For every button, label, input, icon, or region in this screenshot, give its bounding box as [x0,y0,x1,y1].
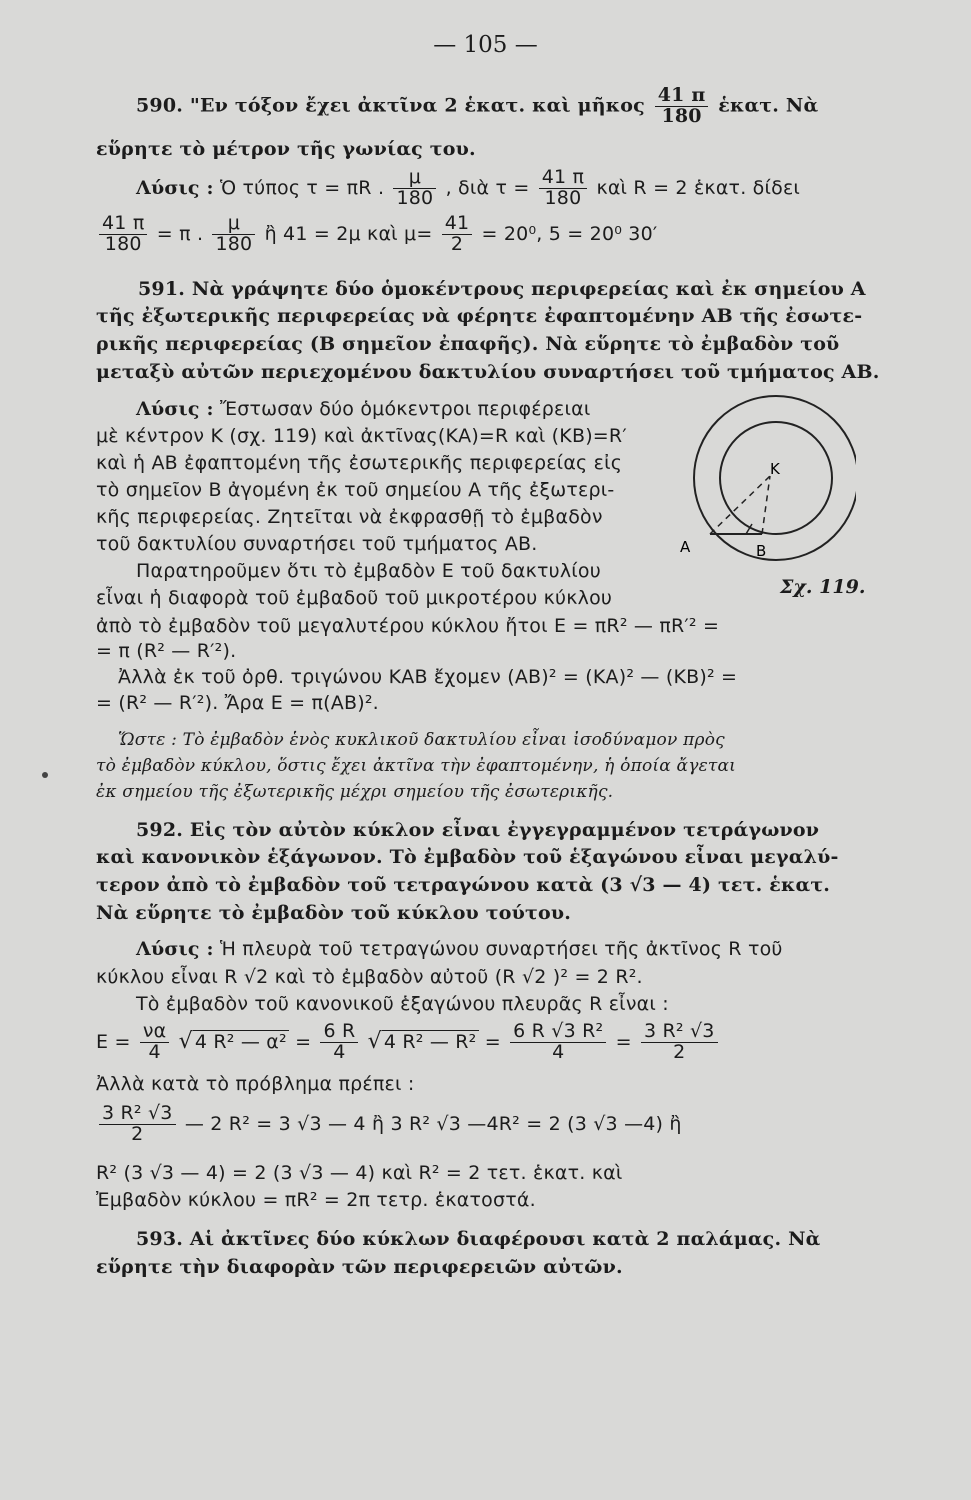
radicand: 4 R² — R² [383,1030,477,1053]
solution-text: Ὁ τύπος τ = πR . [219,176,385,199]
solution-591-line-5: κῆς περιφερείας. Ζητεῖται νὰ ἐκφρασθῇ τὸ ἐμβαδὸν [96,506,603,528]
problem-condition-equation [96,1104,682,1145]
fraction-denominator: 180 [396,186,434,209]
problem-590-line-1 [136,86,818,127]
solution-591-line-4: τὸ σημεῖον Β ἀγομένη ἐκ τοῦ σημείου Α τῆς ἐξωτερι- [96,479,615,501]
problem-593-line-1: 593. Αἱ ἀκτῖνες δύο κύκλων διαφέρουσι κατὰ 2 παλάμας. Νὰ [136,1228,821,1250]
problem-590-text-a: 590. "Εν τόξον ἔχει ἀκτῖνα 2 ἑκατ. καὶ μῆκος [136,94,645,117]
fraction [320,1022,358,1063]
solution-592-line-4: Ἀλλὰ κατὰ τὸ πρόβλημα πρέπει : [96,1073,415,1095]
solution-label: Λύσις : [136,176,214,199]
figure-119-concentric-circles [676,392,856,572]
label-b: B [756,542,767,560]
solution-label: Λύσις : [136,398,214,420]
figure-caption: Σχ. 119. [780,576,866,598]
solution-text: , διὰ τ = [445,176,530,199]
fraction [140,1022,170,1063]
solution-591-line-9: ἀπὸ τὸ ἐμβαδὸν τοῦ μεγαλυτέρου κύκλου ἤτοι Ε = πR² — πR′² = [96,615,720,637]
equation-text: = [615,1030,632,1053]
fraction-numerator: 41 π [99,214,147,235]
fraction-numerator: 41 π [539,168,587,189]
fraction-numerator: να [140,1022,170,1043]
fraction-numerator: 41 π [655,86,709,107]
conclusion-line-2: τὸ ἐμβαδὸν κύκλου, ὅστις ἔχει ἀκτῖνα τὴν ἐφαπτομένην, ἡ ὁποία ἄγεται [96,756,737,776]
label-a: A [680,538,691,556]
solution-591-line-11: Ἀλλὰ ἐκ τοῦ ὀρθ. τριγώνου ΚΑΒ ἔχομεν (ΑΒ)² = (ΚΑ)² — (ΚΒ)² = [118,666,738,688]
label-k: K [770,460,780,478]
fraction-numerator: 3 R² √3 [641,1022,718,1043]
conclusion-line-1: Ὥστε : Τὸ ἐμβαδὸν ἑνὸς κυκλικοῦ δακτυλίου εἶναι ἰσοδύναμον πρὸς [118,730,725,750]
equation-text: = [484,1030,501,1053]
fraction-numerator: μ [393,168,436,189]
fraction-numerator: 41 [442,214,473,235]
solution-592-line-2: κύκλου εἶναι R √2 καὶ τὸ ἐμβαδὸν αὐτοῦ (R √2 )² = 2 R². [96,966,643,988]
margin-mark [42,772,48,778]
solution-591-line-8: εἶναι ἡ διαφορὰ τοῦ ἐμβαδοῦ τοῦ μικροτέρου κύκλου [96,587,613,609]
solution-592-line-1 [136,938,783,960]
problem-592-line-2: καὶ κανονικὸν ἑξάγωνον. Τὸ ἐμβαδὸν τοῦ ἑξαγώνου εἶναι μεγαλύ- [96,846,839,868]
solution-590-line-1 [136,168,800,209]
fraction [99,1104,176,1145]
solution-591-line-1 [136,398,590,420]
solution-590-line-2 [96,214,657,255]
solution-592-line-6: Ἐμβαδὸν κύκλου = πR² = 2π τετρ. ἑκατοστά. [96,1189,536,1211]
problem-592-line-3: τερον ἀπὸ τὸ ἐμβαδὸν τοῦ τετραγώνου κατὰ (3 √3 — 4) τετ. ἑκατ. [96,874,831,896]
solution-text: Ἡ πλευρὰ τοῦ τετραγώνου συναρτήσει τῆς ἀκτῖνος R τοῦ [219,938,783,960]
problem-591-line-4: μεταξὺ αὐτῶν περιεχομένου δακτυλίου συναρτήσει τοῦ τμήματος ΑΒ. [96,361,880,383]
fraction-denominator: 2 [673,1040,686,1063]
problem-592-line-1: 592. Εἰς τὸν αὐτὸν κύκλον εἶναι ἐγγεγραμμένον τετράγωνον [136,819,820,841]
solution-text: ἢ 41 = 2μ καὶ μ= [264,222,433,245]
solution-text: = π . [156,222,204,245]
solution-591-line-3: καὶ ἡ ΑΒ ἐφαπτομένη τῆς ἐσωτερικῆς περιφερείας εἰς [96,452,623,474]
radius-kb [762,476,770,534]
fraction [212,214,255,255]
hexagon-area-equation [96,1022,721,1063]
fraction-numerator: 6 R √3 R² [510,1022,606,1043]
solution-591-line-12: = (R² — R′²). Ἄρα Ε = π(ΑΒ)². [96,692,379,714]
solution-text: = 20⁰, 5 = 20⁰ 30′ [481,222,658,245]
fraction [510,1022,606,1063]
solution-label: Λύσις : [136,938,214,960]
fraction-denominator: 180 [104,232,142,255]
solution-592-line-3: Τὸ ἐμβαδὸν τοῦ κανονικοῦ ἑξαγώνου πλευρᾶς R εἶναι : [136,993,669,1015]
fraction-numerator: 6 R [320,1022,358,1043]
problem-590-text-b: ἑκατ. Νὰ [718,94,819,117]
solution-591-line-2: μὲ κέντρον Κ (σχ. 119) καὶ ἀκτῖνας(ΚΑ)=R καὶ (ΚΒ)=R′ [96,425,627,447]
fraction-denominator: 2 [131,1122,144,1145]
fraction-denominator: 180 [215,232,253,255]
fraction-numerator: 3 R² √3 [99,1104,176,1125]
fraction [641,1022,718,1063]
fraction-denominator: 4 [552,1040,565,1063]
problem-590-line-2: εὕρητε τὸ μέτρον τῆς γωνίας του. [96,138,476,160]
radius-ka [710,476,770,534]
page-number: — 105 — [433,32,538,58]
inner-circle [720,422,832,534]
fraction-denominator: 4 [148,1040,161,1063]
fraction-denominator: 4 [333,1040,346,1063]
fraction [99,214,147,255]
radical-sign: √ [178,1028,193,1054]
conclusion-line-3: ἐκ σημείου τῆς ἐξωτερικῆς μέχρι σημείου τῆς ἐσωτερικῆς. [96,782,614,802]
problem-590-fraction [655,86,709,127]
fraction-denominator: 180 [661,104,702,127]
problem-591-line-2: τῆς ἐξωτερικῆς περιφερείας νὰ φέρητε ἐφαπτομένην ΑΒ τῆς ἐσωτε- [96,305,863,327]
equation-text: — 2 R² = 3 √3 — 4 ἢ 3 R² √3 —4R² = 2 (3 √3 —4) ἢ [184,1112,682,1135]
problem-591-line-3: ρικῆς περιφερείας (Β σημεῖον ἐπαφῆς). Νὰ εὕρητε τὸ ἐμβαδὸν τοῦ [96,333,840,355]
radical-sign: √ [367,1028,382,1054]
problem-591-line-1: 591. Νὰ γράψητε δύο ὁμοκέντρους περιφερείας καὶ ἐκ σημείου Α [138,278,866,300]
solution-592-line-5: R² (3 √3 — 4) = 2 (3 √3 — 4) καὶ R² = 2 τετ. ἑκατ. καὶ [96,1162,623,1184]
fraction [442,214,473,255]
fraction [393,168,436,209]
equation-text: E = [96,1030,131,1053]
fraction-numerator: μ [212,214,255,235]
radicand: 4 R² — α² [194,1030,287,1053]
problem-593-line-2: εὕρητε τὴν διαφορὰν τῶν περιφερειῶν αὐτῶν. [96,1256,623,1278]
fraction-denominator: 2 [450,232,464,255]
solution-591-line-6: τοῦ δακτυλίου συναρτήσει τοῦ τμήματος ΑΒ. [96,533,538,555]
equation-text: = [295,1030,312,1053]
problem-592-line-4: Νὰ εὕρητε τὸ ἐμβαδὸν τοῦ κύκλου τούτου. [96,902,572,924]
fraction [539,168,587,209]
solution-text: Ἔστωσαν δύο ὁμόκεντροι περιφέρειαι [219,398,591,420]
fraction-denominator: 180 [544,186,582,209]
solution-591-line-10: = π (R² — R′²). [96,640,237,662]
solution-text: καὶ R = 2 ἑκατ. δίδει [596,176,801,199]
solution-591-line-7: Παρατηροῦμεν ὅτι τὸ ἐμβαδὸν Ε τοῦ δακτυλίου [136,560,601,582]
